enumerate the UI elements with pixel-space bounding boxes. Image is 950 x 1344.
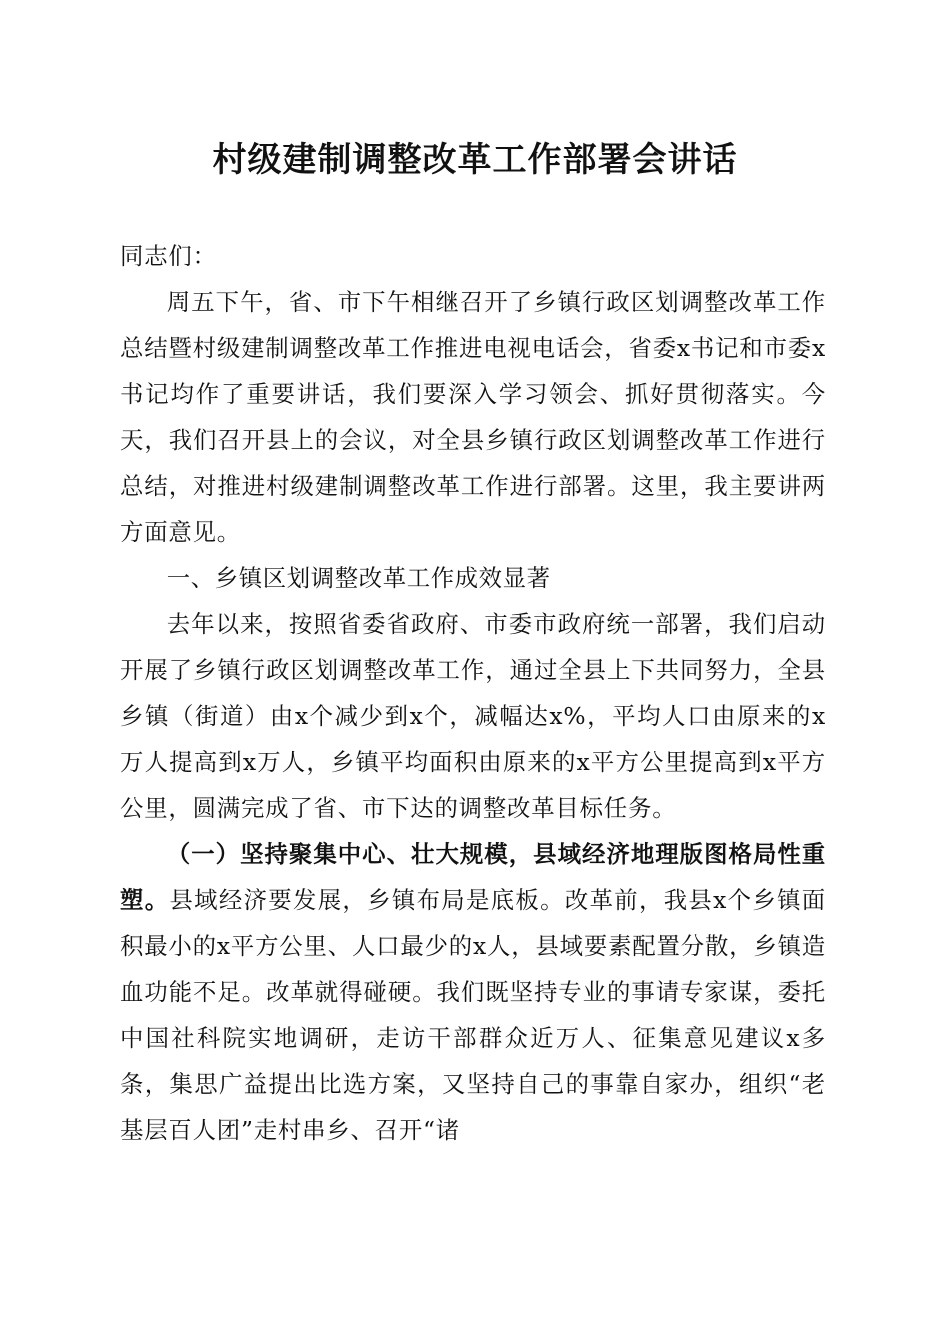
salutation: 同志们：: [120, 242, 217, 270]
document-body: [120, 233, 826, 1153]
paragraph-subsection-1: [120, 831, 826, 1153]
subsection-body-1: 县域经济要发展，乡镇布局是底板。改革前，我县x个乡镇面积最小的x平方公里、人口最少的x人，县域要素配置分散，乡镇造血功能不足。改革就得碰硬。我们既坚持专业的事请专家谋，委托中国社科院实地调研，走访干部群众近万人、征集意见建议x多条，集思广益提出比选方案，又坚持自己的事靠自家办，组织“老基层百人团”走村串乡、召开“诸: [120, 886, 826, 1144]
section-heading-1: 一、乡镇区划调整改革工作成效显著: [166, 564, 551, 592]
paragraph-section1-overview: 去年以来，按照省委省政府、市委市政府统一部署，我们启动开展了乡镇行政区划调整改革工作，通过全县上下共同努力，全县乡镇（街道）由x个减少到x个，减幅达x%，平均人口由原来的x万人提高到x万人，乡镇平均面积由原来的x平方公里提高到x平方公里，圆满完成了省、市下达的调整改革目标任务。: [120, 610, 826, 822]
paragraph-intro: 周五下午，省、市下午相继召开了乡镇行政区划调整改革工作总结暨村级建制调整改革工作推进电视电话会，省委x书记和市委x书记均作了重要讲话，我们要深入学习领会、抓好贯彻落实。今天，我们召开县上的会议，对全县乡镇行政区划调整改革工作进行总结，对推进村级建制调整改革工作进行部署。这里，我主要讲两方面意见。: [120, 288, 826, 546]
subsection-heading-1: （一）坚持聚集中心、壮大规模，县域经济地理版图格局性重塑。: [120, 840, 826, 914]
document-title: 村级建制调整改革工作部署会讲话: [212, 140, 738, 180]
